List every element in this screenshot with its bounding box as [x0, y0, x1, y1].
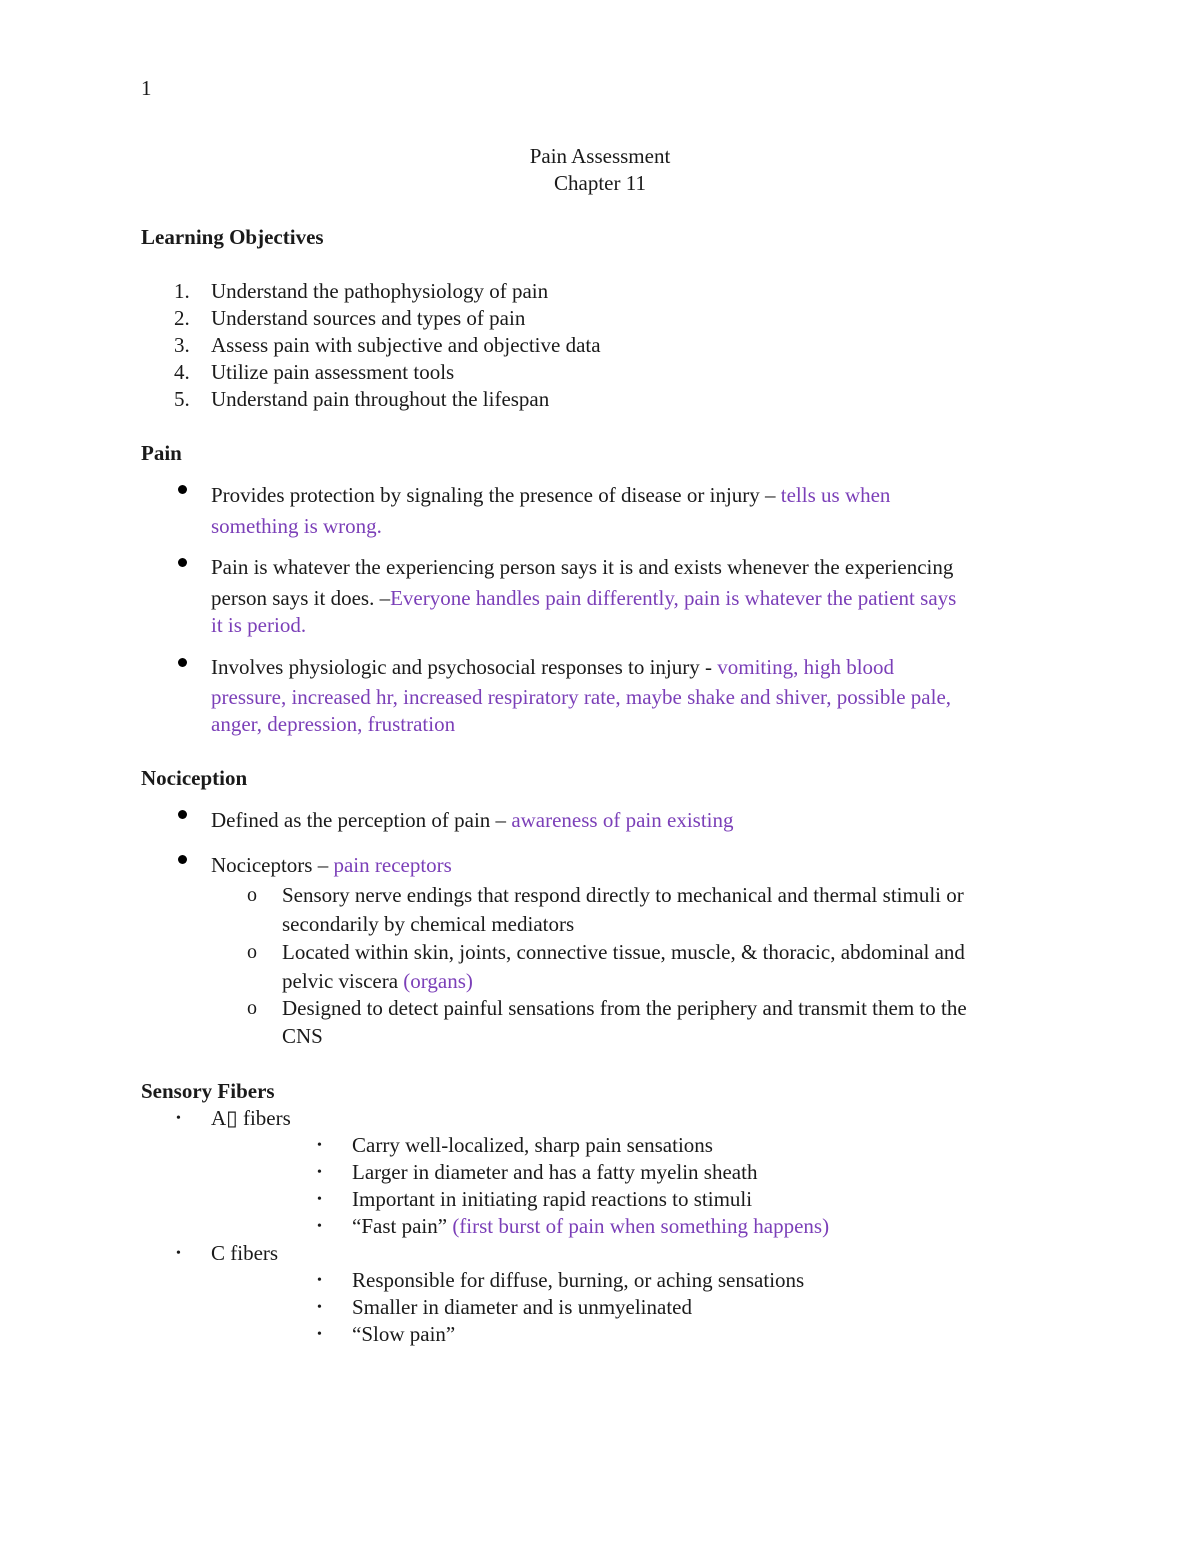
bullet-icon: •: [317, 1327, 322, 1342]
annotation-note: pressure, increased hr, increased respiratory rate, maybe shake and shiver, possible pale,: [211, 685, 952, 709]
bullet-icon: •: [317, 1300, 322, 1315]
sub-bullet-icon: o: [247, 941, 257, 963]
objective-number: 3.: [174, 333, 190, 357]
bullet-icon: •: [317, 1165, 322, 1180]
nociception-heading: Nociception: [141, 766, 248, 790]
objective-number: 2.: [174, 306, 190, 330]
objective-text: Assess pain with subjective and objective data: [211, 333, 601, 357]
annotation-note: pain receptors: [333, 853, 452, 877]
annotation-note: something is wrong.: [211, 514, 382, 538]
nociceptor-sub-1-line-2: secondarily by chemical mediators: [282, 912, 575, 936]
a-fibers-label: A▯ fibers: [211, 1106, 291, 1130]
sensory-fibers-heading: Sensory Fibers: [141, 1079, 275, 1103]
nociceptor-sub-3-line-2: CNS: [282, 1024, 323, 1048]
bullet-icon: •: [317, 1273, 322, 1288]
annotation-note: (organs): [403, 969, 473, 993]
nociceptor-sub-2-line-1: Located within skin, joints, connective tissue, muscle, & thoracic, abdominal and: [282, 940, 965, 964]
sub-bullet-icon: o: [247, 997, 257, 1019]
annotation-note: (first burst of pain when something happens): [452, 1214, 830, 1238]
document-subtitle: Chapter 11: [554, 171, 646, 195]
a-fiber-fast-pain: “Fast pain” (first burst of pain when something happens): [352, 1214, 830, 1238]
c-fiber-item: Smaller in diameter and is unmyelinated: [352, 1295, 692, 1319]
objective-number: 4.: [174, 360, 190, 384]
a-fiber-item: Carry well-localized, sharp pain sensations: [352, 1133, 713, 1157]
pain-bullet-3-line-1: Involves physiologic and psychosocial responses to injury - vomiting, high blood: [211, 655, 895, 679]
annotation-note: awareness of pain existing: [511, 808, 734, 832]
objective-number: 1.: [174, 279, 190, 303]
objective-text: Understand pain throughout the lifespan: [211, 387, 550, 411]
document-title: Pain Assessment: [529, 144, 671, 168]
a-fiber-item: Larger in diameter and has a fatty myelin sheath: [352, 1160, 758, 1184]
annotation-note: vomiting, high blood: [717, 655, 895, 679]
annotation-note: anger, depression, frustration: [211, 712, 456, 736]
c-fiber-item: Responsible for diffuse, burning, or aching sensations: [352, 1268, 805, 1292]
pain-bullet-1-line-1: Provides protection by signaling the presence of disease or injury – tells us when: [211, 483, 891, 507]
c-fiber-item: “Slow pain”: [352, 1322, 456, 1346]
bullet-icon: [178, 810, 187, 819]
a-fiber-item: Important in initiating rapid reactions to stimuli: [352, 1187, 753, 1211]
annotation-note: tells us when: [780, 483, 891, 507]
bullet-icon: •: [317, 1192, 322, 1207]
bullet-icon: [178, 558, 187, 567]
objective-text: Understand the pathophysiology of pain: [211, 279, 549, 303]
nociception-bullet-2: Nociceptors – pain receptors: [211, 853, 452, 877]
nociceptor-sub-2-line-2: pelvic viscera (organs): [282, 969, 473, 993]
c-fibers-label: C fibers: [211, 1241, 279, 1265]
pain-bullet-2-line-2: person says it does. –Everyone handles pain differently, pain is whatever the patient says: [211, 586, 957, 610]
nociceptor-sub-1-line-1: Sensory nerve endings that respond directly to mechanical and thermal stimuli or: [282, 883, 964, 907]
annotation-note: Everyone handles pain differently, pain is whatever the patient says: [390, 586, 957, 610]
bullet-icon: •: [317, 1219, 322, 1234]
bullet-icon: •: [176, 1246, 181, 1261]
annotation-note: it is period.: [211, 613, 307, 637]
objective-text: Understand sources and types of pain: [211, 306, 526, 330]
bullet-icon: [178, 658, 187, 667]
learning-objectives-heading: Learning Objectives: [141, 225, 324, 249]
nociception-bullet-1: Defined as the perception of pain – awareness of pain existing: [211, 808, 734, 832]
nociceptor-sub-3-line-1: Designed to detect painful sensations from the periphery and transmit them to the: [282, 996, 967, 1020]
bullet-icon: •: [317, 1138, 322, 1153]
bullet-icon: •: [176, 1111, 181, 1126]
pain-heading: Pain: [141, 441, 182, 465]
sub-bullet-icon: o: [247, 884, 257, 906]
pain-bullet-2-line-1: Pain is whatever the experiencing person says it is and exists whenever the experiencing: [211, 555, 954, 579]
bullet-icon: [178, 855, 187, 864]
objective-text: Utilize pain assessment tools: [211, 360, 455, 384]
page-number: 1: [141, 76, 152, 100]
bullet-icon: [178, 485, 187, 494]
objective-number: 5.: [174, 387, 190, 411]
